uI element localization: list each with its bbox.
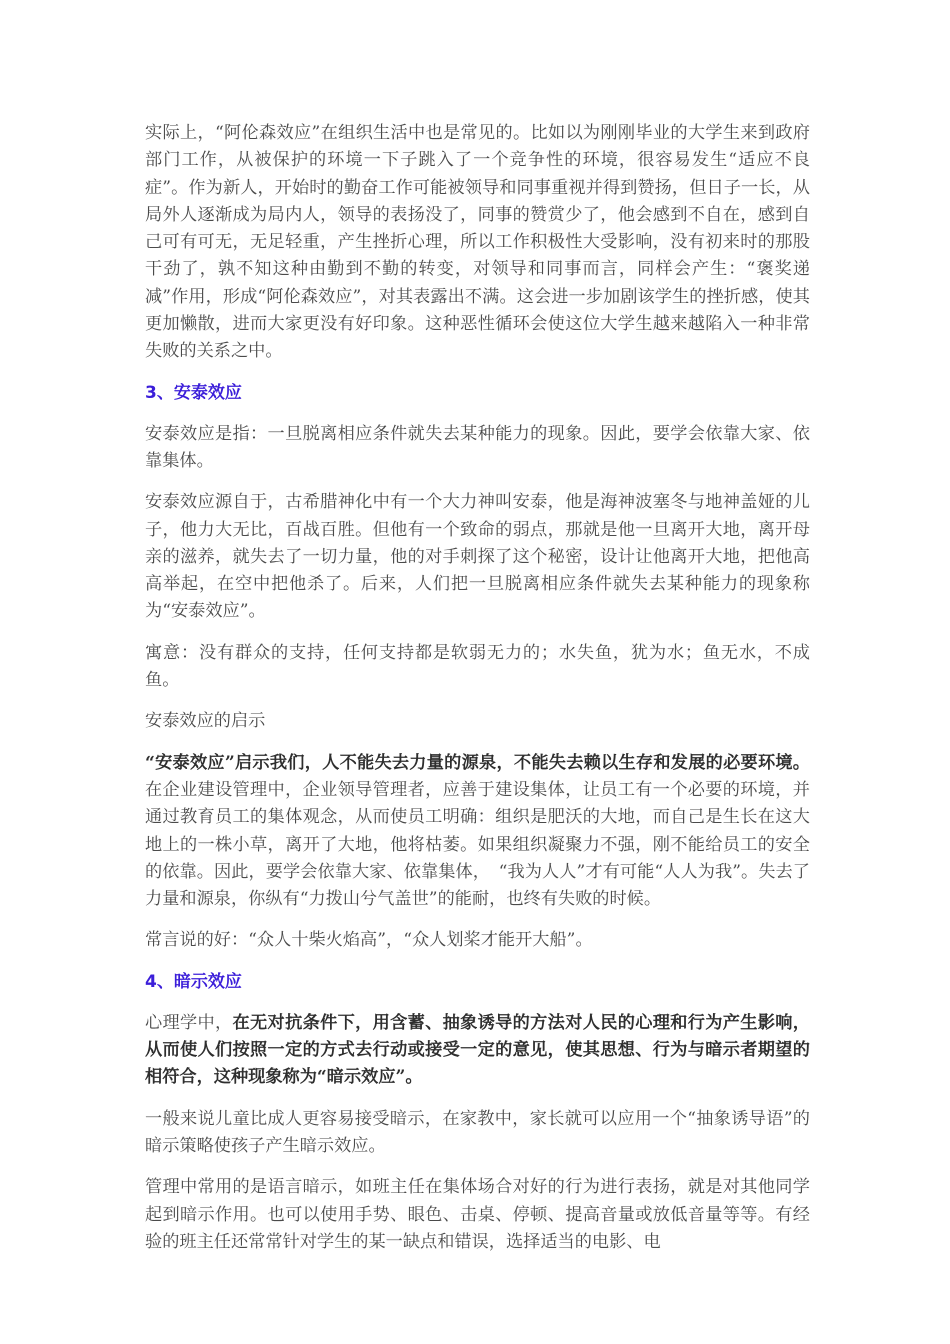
paragraph-management-suggestion: 管理中常用的是语言暗示，如班主任在集体场合对好的行为进行表扬，就是对其他同学起到暗示作用。也可以使用手势、眼色、击桌、停顿、提高音量或放低音量等等。有经验的班主任还常常针对学生的某一缺点和错误，选择适当的电影、电	[145, 1177, 810, 1252]
paragraph-antaeus-revelation	[145, 750, 810, 914]
paragraph-children-suggestion: 一般来说儿童比成人更容易接受暗示，在家教中，家长就可以应用一个“抽象诱导语”的暗示策略使孩子产生暗示效应。	[145, 1108, 810, 1156]
paragraph-suggestion-definition	[145, 1010, 810, 1092]
paragraph-antaeus-moral: 寓意：没有群众的支持，任何支持都是软弱无力的；水失鱼，犹为水；鱼无水，不成鱼。	[145, 642, 810, 691]
document-body	[145, 120, 810, 1270]
paragraph-antaeus-revelation-title: 安泰效应的启示	[145, 711, 266, 732]
paragraph-antaeus-origin: 安泰效应源自于，古希腊神化中有一个大力神叫安泰，他是海神波塞冬与地神盖娅的儿子，他力大无比，百战百胜。但他有一个致命的弱点，那就是他一旦离开大地，离开母亲的滋养，就失去了一切力量，他的对手刺探了这个秘密，设计让他离开大地，把他高高举起，在空中把他杀了。后来，人们把一旦脱离相应条件就失去某种能力的现象称为“安泰效应”。	[145, 492, 810, 622]
bold-statement: “安泰效应”启示我们，人不能失去力量的源泉，不能失去赖以生存和发展的必要环境。	[145, 752, 810, 773]
heading-antaeus-effect: 3、安泰效应	[145, 382, 242, 403]
paragraph-text: 在企业建设管理中，企业领导管理者，应善于建设集体，让员工有一个必要的环境，并通过教育员工的集体观念，从而使员工明确：组织是肥沃的大地，而自己是生长在这大地上的一株小草，离开了大地，他将枯萎。如果组织凝聚力不强，刚不能给员工的安全的依靠。因此，要学会依靠大家、依靠集体， “我为人人”才有可能“人人为我”。失去了力量和源泉，你纵有“力拨山兮气盖世”的能耐，也终有失败的时候。	[145, 779, 810, 910]
paragraph-aronson-effect: 实际上，“阿伦森效应”在组织生活中也是常见的。比如以为刚刚毕业的大学生来到政府部门工作，从被保护的环境一下子跳入了一个竞争性的环境，很容易发生“适应不良症”。作为新人，开始时的勤奋工作可能被领导和同事重视并得到赞扬，但日子一长，从局外人逐渐成为局内人，领导的表扬没了，同事的赞赏少了，他会感到不自在，感到自己可有可无，无足轻重，产生挫折心理，所以工作积极性大受影响，没有初来时的那股干劲了，孰不知这种由勤到不勤的转变，对领导和同事而言，同样会产生：“褒奖递减”作用，形成“阿伦森效应”，对其表露出不满。这会进一步加剧该学生的挫折感，使其更加懒散，进而大家更没有好印象。这种恶性循环会使这位大学生越来越陷入一种非常失败的关系之中。	[145, 123, 810, 362]
paragraph-antaeus-definition: 安泰效应是指：一旦脱离相应条件就失去某种能力的现象。因此，要学会依靠大家、依靠集体。	[145, 423, 810, 471]
heading-suggestion-effect: 4、暗示效应	[145, 971, 242, 992]
paragraph-text: 心理学中，	[145, 1012, 233, 1033]
paragraph-proverb: 常言说的好：“众人十柴火焰高”，“众人划桨才能开大船”。	[145, 930, 593, 951]
bold-statement: 在无对抗条件下，用含蓄、抽象诱导的方法对人民的心理和行为产生影响，从而使人们按照一定的方式去行动或接受一定的意见，使其思想、行为与暗示者期望的相符合，这种现象称为“暗示效应”。	[145, 1012, 810, 1088]
